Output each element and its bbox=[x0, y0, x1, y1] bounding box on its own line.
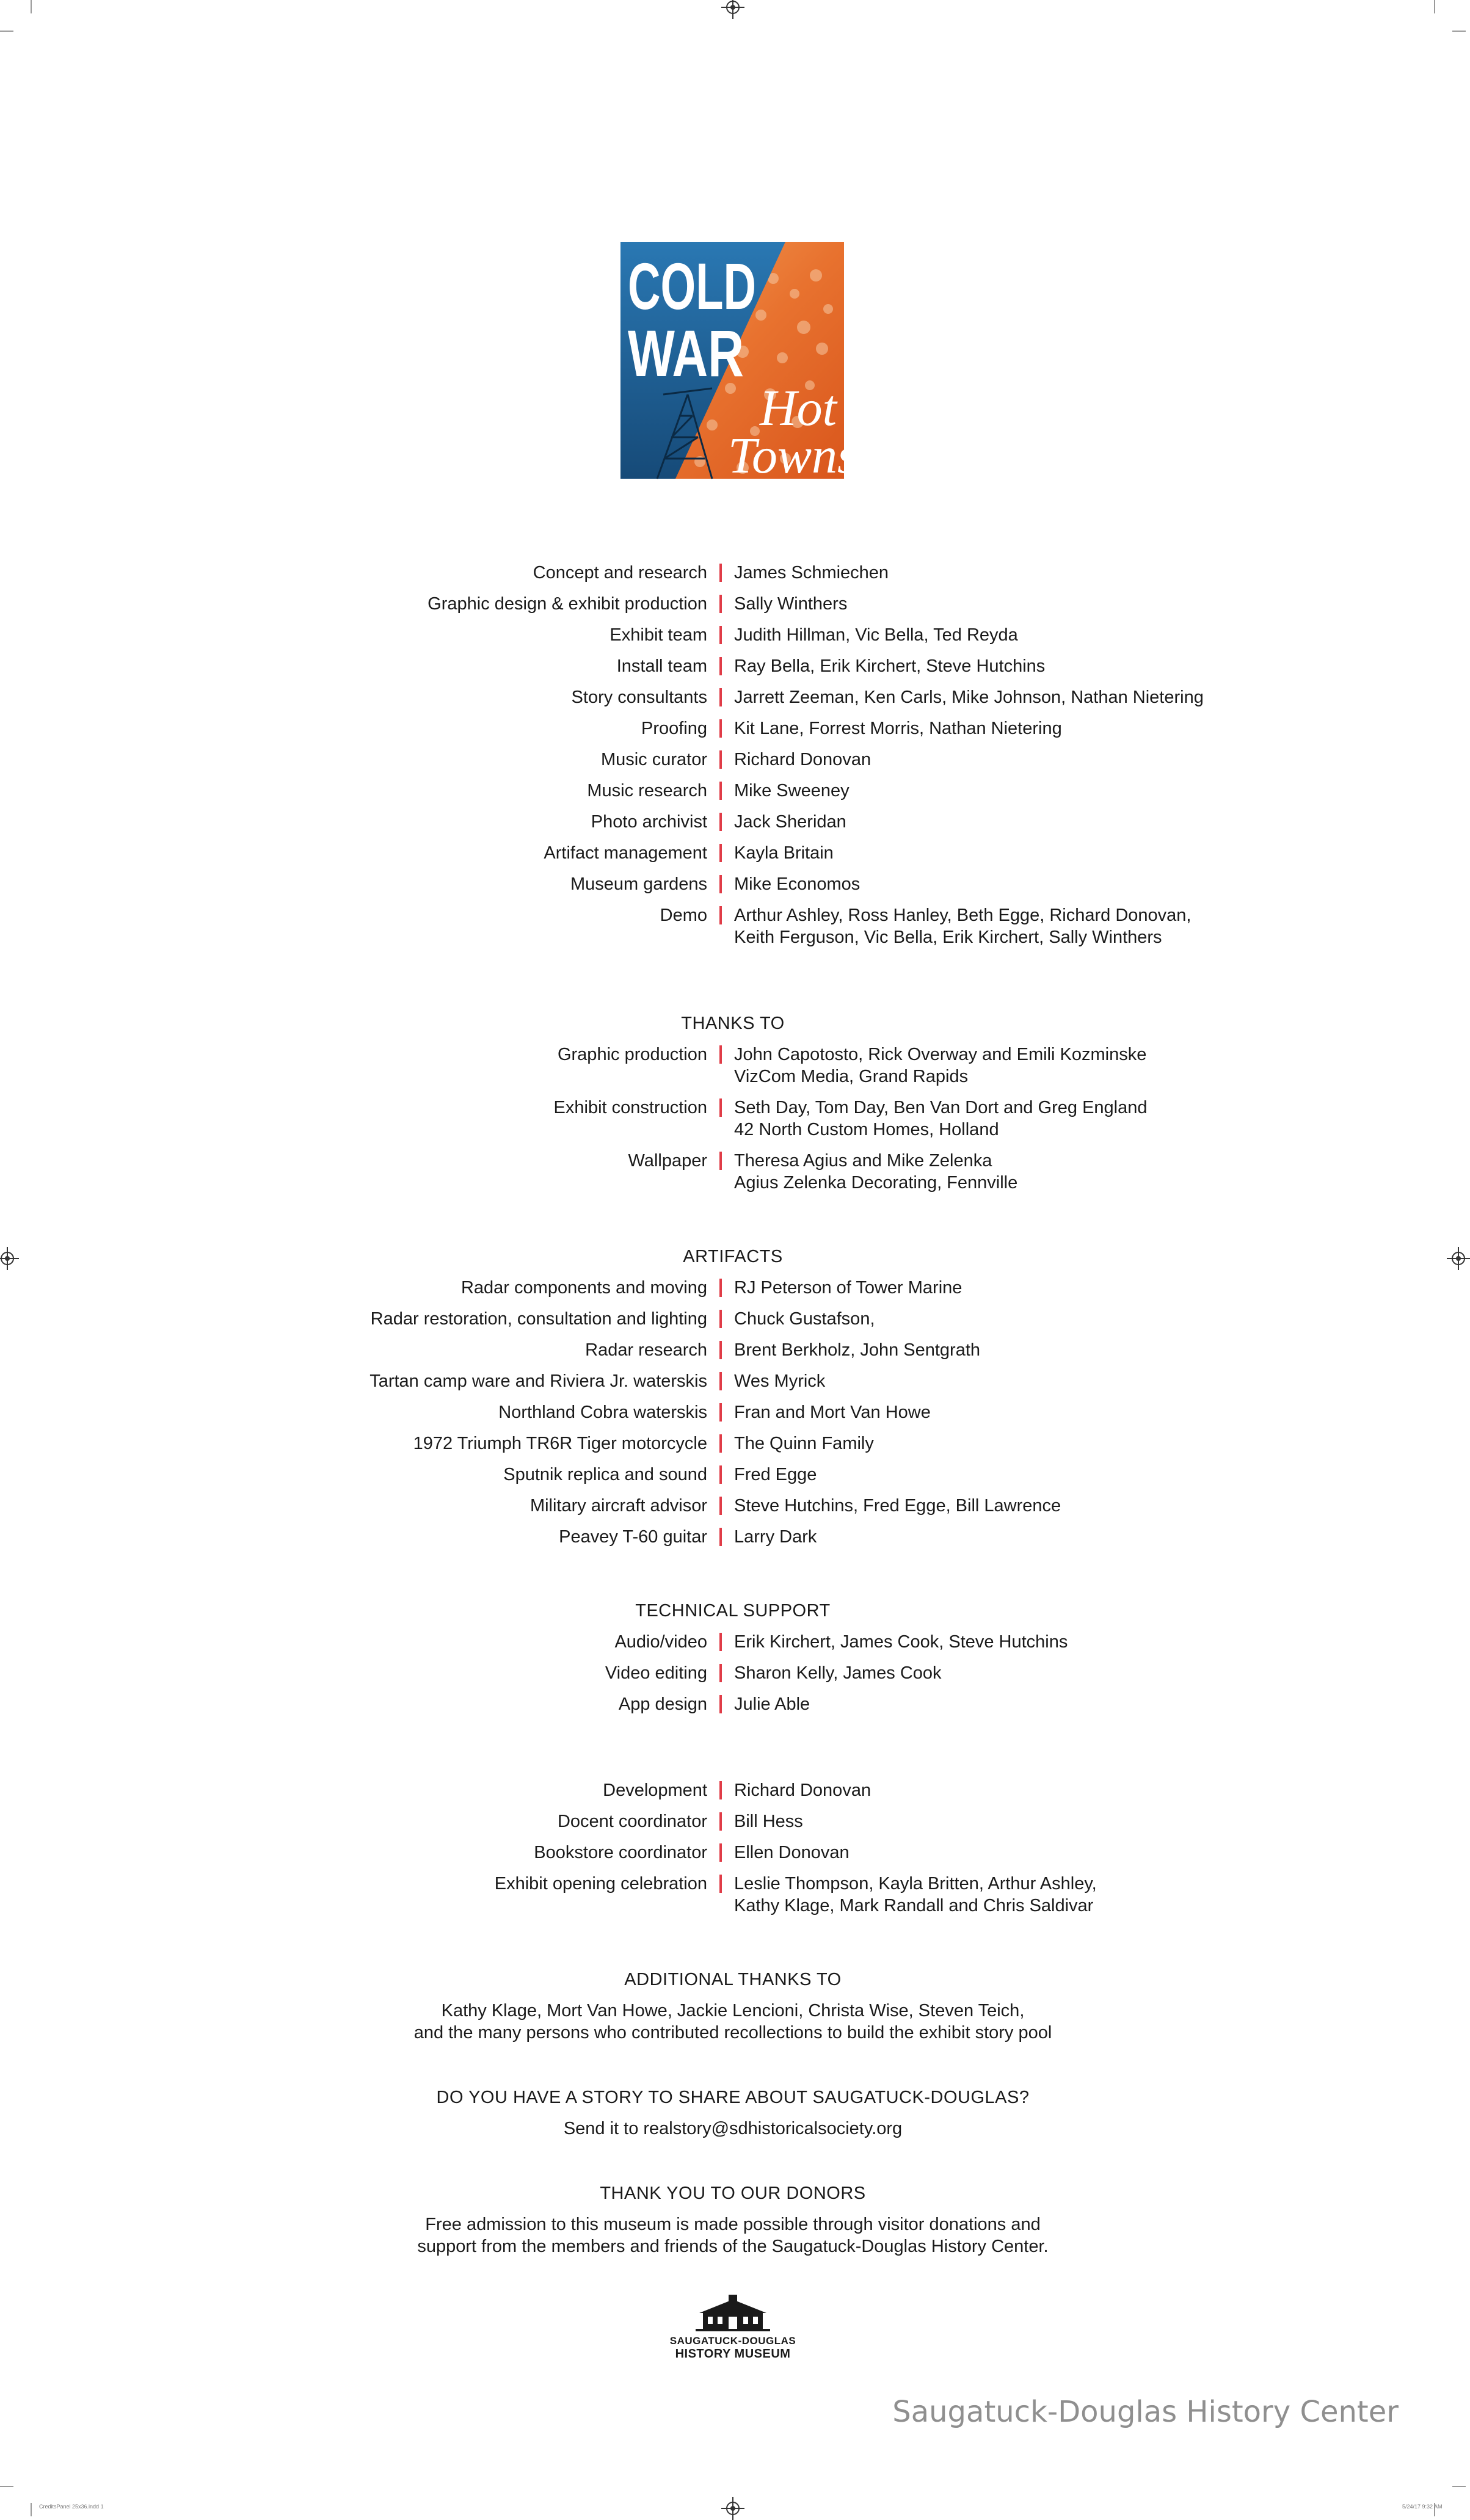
technical-row bbox=[0, 1662, 1466, 1684]
crop-mark-bottom-left-h bbox=[0, 2486, 13, 2487]
thanks-heading: THANKS TO bbox=[681, 1014, 785, 1033]
thanks-names: Seth Day, Tom Day, Ben Van Dort and Greg England 42 North Custom Homes, Holland bbox=[734, 1098, 1148, 1139]
artifact-row bbox=[0, 1277, 1466, 1299]
operations-row bbox=[0, 1873, 1466, 1917]
registration-mark-top bbox=[726, 1, 740, 14]
operations-section bbox=[0, 1779, 1466, 1917]
technical-role: Audio/video bbox=[614, 1632, 707, 1652]
logo-subtitle-line2: Towns bbox=[728, 427, 857, 484]
technical-section bbox=[0, 1600, 1466, 1715]
credit-role: Artifact management bbox=[544, 843, 707, 863]
credits-panel bbox=[0, 562, 1466, 2257]
credit-role: Exhibit team bbox=[609, 625, 707, 645]
credit-row bbox=[0, 780, 1466, 802]
artifact-row bbox=[0, 1495, 1466, 1517]
artifact-role: 1972 Triumph TR6R Tiger motorcycle bbox=[413, 1434, 707, 1453]
artifact-row bbox=[0, 1432, 1466, 1454]
crop-mark-top-right-h bbox=[1452, 31, 1466, 32]
operations-role: Bookstore coordinator bbox=[534, 1843, 707, 1862]
crop-mark-top-left bbox=[31, 0, 32, 13]
slug-right: 5/24/17 9:32 AM bbox=[1402, 2504, 1443, 2510]
artifact-names: Brent Berkholz, John Sentgrath bbox=[734, 1340, 981, 1360]
logo-subtitle-line1: Hot bbox=[760, 380, 837, 437]
slug-left: CreditsPanel 25x36.indd 1 bbox=[39, 2504, 104, 2510]
operations-role: Docent coordinator bbox=[557, 1812, 707, 1831]
artifact-names: RJ Peterson of Tower Marine bbox=[734, 1278, 962, 1298]
operations-role: Exhibit opening celebration bbox=[494, 1874, 707, 1894]
credit-row bbox=[0, 842, 1466, 864]
credit-row bbox=[0, 873, 1466, 895]
artifact-names: Wes Myrick bbox=[734, 1371, 826, 1391]
credit-row bbox=[0, 593, 1466, 615]
credit-names: Ray Bella, Erik Kirchert, Steve Hutchins bbox=[734, 656, 1046, 676]
artifact-row bbox=[0, 1526, 1466, 1548]
artifacts-heading: ARTIFACTS bbox=[683, 1247, 783, 1266]
operations-names: Richard Donovan bbox=[734, 1781, 871, 1800]
artifact-names: Larry Dark bbox=[734, 1527, 817, 1547]
credit-names: Jack Sheridan bbox=[734, 812, 846, 832]
artifact-names: Steve Hutchins, Fred Egge, Bill Lawrence bbox=[734, 1496, 1061, 1516]
operations-names: Leslie Thompson, Kayla Britten, Arthur Ashley, Kathy Klage, Mark Randall and Chris Saldivar bbox=[734, 1874, 1097, 1915]
artifact-role: Tartan camp ware and Riviera Jr. waterskis bbox=[369, 1371, 707, 1391]
credit-role: Demo bbox=[660, 906, 707, 925]
artifact-names: Fran and Mort Van Howe bbox=[734, 1403, 931, 1422]
artifact-role: Radar restoration, consultation and lighting bbox=[370, 1309, 707, 1329]
credit-role: Museum gardens bbox=[570, 874, 707, 894]
artifacts-section bbox=[0, 1246, 1466, 1548]
story-email-text: Send it to realstory@sdhistoricalsociety.org bbox=[563, 2119, 903, 2138]
artifact-role: Radar components and moving bbox=[460, 1278, 707, 1298]
technical-role: App design bbox=[618, 1694, 707, 1714]
thanks-section bbox=[0, 1012, 1466, 1194]
technical-heading: TECHNICAL SUPPORT bbox=[635, 1601, 831, 1621]
credit-names: Sally Winthers bbox=[734, 594, 848, 614]
logo-title-line2: WAR bbox=[628, 316, 744, 390]
watermark-text: Saugatuck-Douglas History Center bbox=[892, 2395, 1399, 2429]
museum-logo bbox=[660, 2295, 806, 2361]
thanks-row bbox=[0, 1044, 1466, 1088]
additional-thanks-section bbox=[0, 1969, 1466, 2044]
credit-role: Photo archivist bbox=[591, 812, 707, 832]
thanks-names: John Capotosto, Rick Overway and Emili Kozminske VizCom Media, Grand Rapids bbox=[734, 1045, 1147, 1086]
credit-row bbox=[0, 749, 1466, 771]
technical-row bbox=[0, 1693, 1466, 1715]
artifact-role: Peavey T-60 guitar bbox=[559, 1527, 707, 1547]
credit-role: Story consultants bbox=[571, 688, 707, 707]
artifact-row bbox=[0, 1401, 1466, 1423]
credit-names: Richard Donovan bbox=[734, 750, 871, 769]
credit-row bbox=[0, 811, 1466, 833]
artifact-names: The Quinn Family bbox=[734, 1434, 874, 1453]
donors-section bbox=[0, 2182, 1466, 2257]
crop-mark-bottom-left bbox=[31, 2503, 32, 2516]
artifact-role: Radar research bbox=[585, 1340, 707, 1360]
credits-list bbox=[0, 562, 1466, 948]
crop-mark-bottom-right-h bbox=[1452, 2486, 1466, 2487]
credit-role: Music research bbox=[587, 781, 707, 801]
donors-heading: THANK YOU TO OUR DONORS bbox=[600, 2184, 866, 2203]
artifact-role: Northland Cobra waterskis bbox=[498, 1403, 707, 1422]
artifact-role: Military aircraft advisor bbox=[529, 1496, 707, 1516]
museum-logo-line2: HISTORY MUSEUM bbox=[675, 2347, 791, 2361]
operations-role: Development bbox=[603, 1781, 707, 1800]
credit-row bbox=[0, 717, 1466, 739]
thanks-role: Graphic production bbox=[557, 1045, 707, 1064]
credit-names: Jarrett Zeeman, Ken Carls, Mike Johnson, Nathan Nietering bbox=[734, 688, 1204, 707]
exhibit-logo bbox=[620, 242, 857, 484]
thanks-row bbox=[0, 1097, 1466, 1141]
credit-row bbox=[0, 624, 1466, 646]
crop-mark-top-right bbox=[1434, 0, 1435, 13]
thanks-role: Wallpaper bbox=[628, 1151, 707, 1171]
registration-mark-bottom bbox=[726, 2502, 740, 2515]
artifact-row bbox=[0, 1370, 1466, 1392]
artifact-names: Fred Egge bbox=[734, 1465, 817, 1484]
artifact-names: Chuck Gustafson, bbox=[734, 1309, 875, 1329]
credit-names: Kit Lane, Forrest Morris, Nathan Nietering bbox=[734, 719, 1062, 738]
credit-row bbox=[0, 562, 1466, 584]
donors-text: Free admission to this museum is made possible through visitor donations and support from the members and friends of the Saugatuck-Douglas History Center. bbox=[417, 2215, 1049, 2256]
credit-names: Mike Sweeney bbox=[734, 781, 850, 801]
story-heading: DO YOU HAVE A STORY TO SHARE ABOUT SAUGATUCK-DOUGLAS? bbox=[436, 2088, 1030, 2107]
technical-names: Sharon Kelly, James Cook bbox=[734, 1663, 942, 1683]
operations-row bbox=[0, 1842, 1466, 1864]
thanks-names: Theresa Agius and Mike Zelenka Agius Zelenka Decorating, Fennville bbox=[734, 1151, 1018, 1193]
museum-logo-line1: SAUGATUCK-DOUGLAS bbox=[669, 2335, 796, 2347]
credit-row bbox=[0, 655, 1466, 677]
credit-role: Concept and research bbox=[533, 563, 707, 583]
crop-mark-top-left-h bbox=[0, 31, 13, 32]
credit-role: Install team bbox=[616, 656, 707, 676]
technical-names: Julie Able bbox=[734, 1694, 810, 1714]
artifact-row bbox=[0, 1464, 1466, 1486]
technical-names: Erik Kirchert, James Cook, Steve Hutchins bbox=[734, 1632, 1068, 1652]
credit-role: Proofing bbox=[641, 719, 707, 738]
operations-row bbox=[0, 1779, 1466, 1801]
thanks-row bbox=[0, 1150, 1466, 1194]
additional-thanks-heading: ADDITIONAL THANKS TO bbox=[624, 1970, 842, 1989]
museum-building-icon bbox=[693, 2295, 773, 2331]
operations-names: Ellen Donovan bbox=[734, 1843, 850, 1862]
credit-names: Arthur Ashley, Ross Hanley, Beth Egge, Richard Donovan, Keith Ferguson, Vic Bella, Erik Kirchert, Sally Winthers bbox=[734, 906, 1192, 947]
credit-row bbox=[0, 904, 1466, 948]
operations-row bbox=[0, 1810, 1466, 1832]
credit-names: James Schmiechen bbox=[734, 563, 889, 583]
credit-role: Music curator bbox=[600, 750, 707, 769]
artifact-row bbox=[0, 1308, 1466, 1330]
credit-names: Kayla Britain bbox=[734, 843, 834, 863]
thanks-role: Exhibit construction bbox=[553, 1098, 707, 1117]
additional-thanks-text: Kathy Klage, Mort Van Howe, Jackie Lencioni, Christa Wise, Steven Teich, and the many persons who contributed recollections to build the exhibit story pool bbox=[413, 2001, 1052, 2043]
credit-row bbox=[0, 686, 1466, 708]
artifact-role: Sputnik replica and sound bbox=[503, 1465, 707, 1484]
operations-names: Bill Hess bbox=[734, 1812, 803, 1831]
logo-title-line1: COLD bbox=[628, 249, 756, 323]
credit-role: Graphic design & exhibit production bbox=[428, 594, 707, 614]
story-section bbox=[0, 2086, 1466, 2140]
technical-row bbox=[0, 1631, 1466, 1653]
technical-role: Video editing bbox=[605, 1663, 707, 1683]
credit-names: Mike Economos bbox=[734, 874, 861, 894]
artifact-row bbox=[0, 1339, 1466, 1361]
credit-names: Judith Hillman, Vic Bella, Ted Reyda bbox=[734, 625, 1018, 645]
